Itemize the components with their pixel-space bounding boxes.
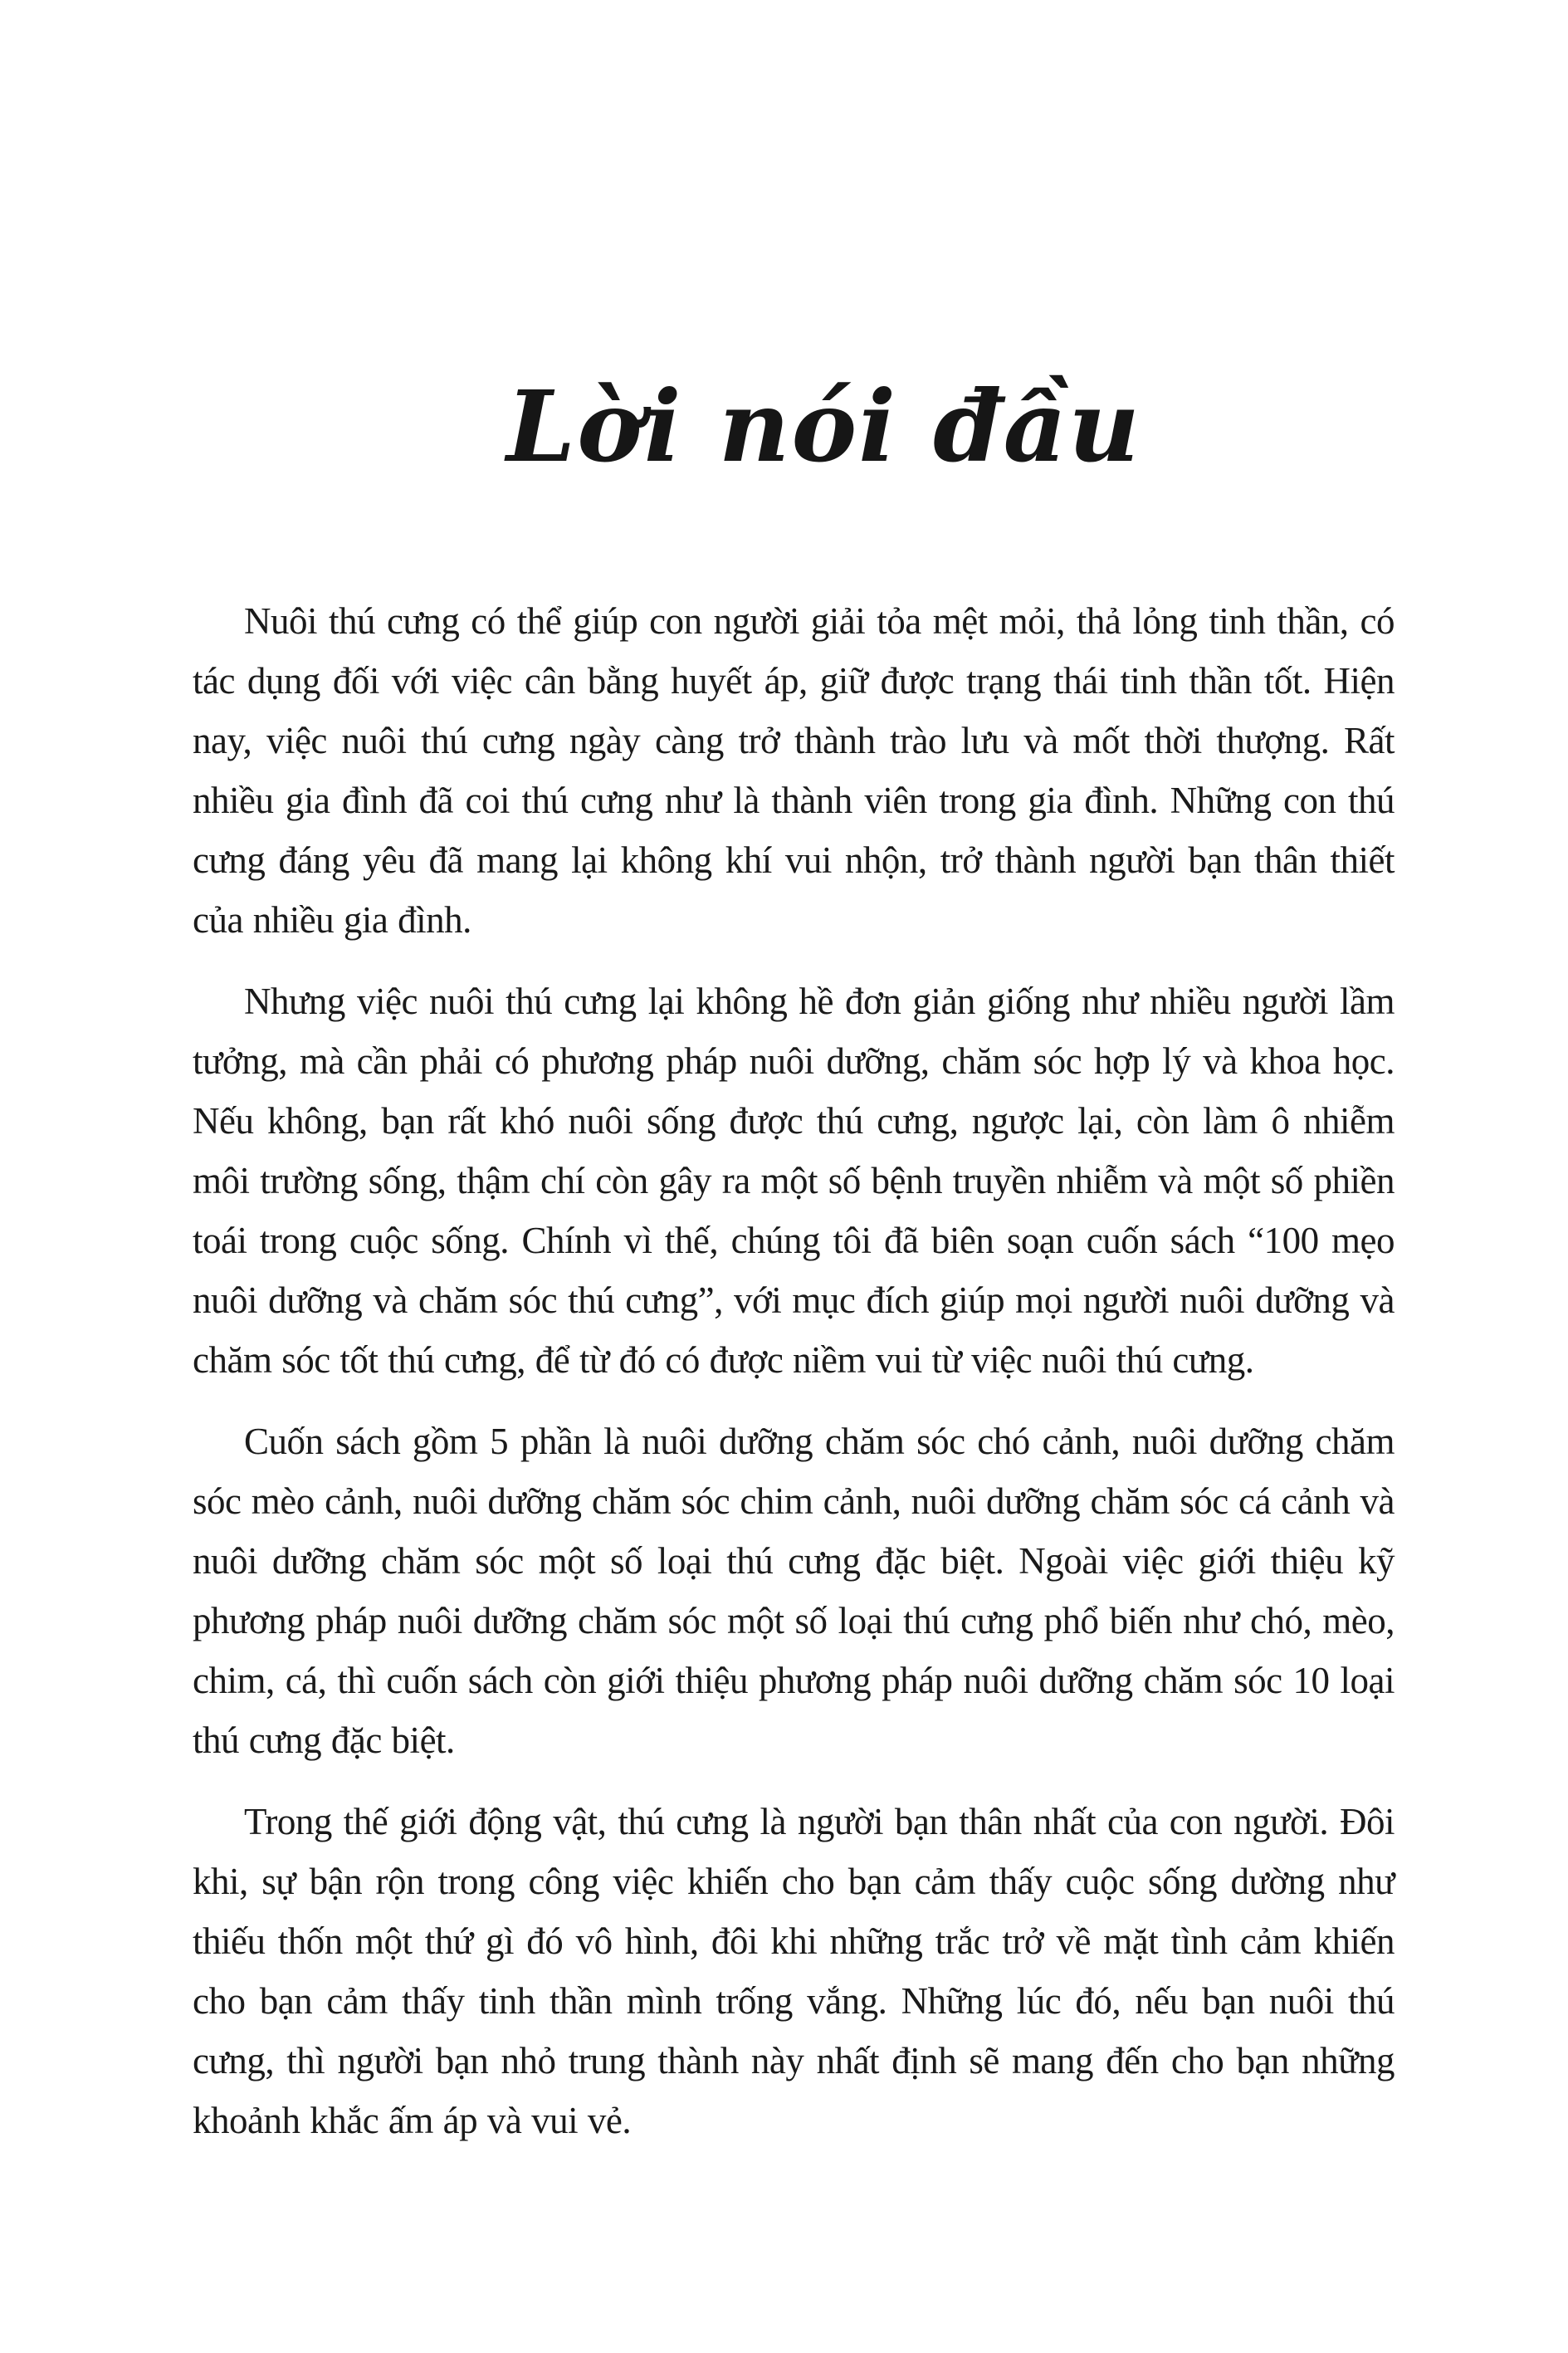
paragraph-1: Nuôi thú cưng có thể giúp con người giải tỏa mệt mỏi, thả lỏng tinh thần, có tác dụng đối với việc cân bằng huyết áp, giữ được trạng thái tinh thần tốt. Hiện nay, việc nuôi thú cưng ngày càng trở thành trào lưu và mốt thời thượng. Rất nhiều gia đình đã coi thú cưng như là thành viên trong gia đình. Những con thú cưng đáng yêu đã mang lại không khí vui nhộn, trở thành người bạn thân thiết của nhiều gia đình. <box>193 600 1395 941</box>
preface-body <box>193 591 1395 2150</box>
page-title: Lời nói đầu <box>506 369 1141 484</box>
paragraph-2: Nhưng việc nuôi thú cưng lại không hề đơn giản giống như nhiều người lầm tưởng, mà cần phải có phương pháp nuôi dưỡng, chăm sóc hợp lý và khoa học. Nếu không, bạn rất khó nuôi sống được thú cưng, ngược lại, còn làm ô nhiễm môi trường sống, thậm chí còn gây ra một số bệnh truyền nhiễm và một số phiền toái trong cuộc sống. Chính vì thế, chúng tôi đã biên soạn cuốn sách “100 mẹo nuôi dưỡng và chăm sóc thú cưng”, với mục đích giúp mọi người nuôi dưỡng và chăm sóc tốt thú cưng, để từ đó có được niềm vui từ việc nuôi thú cưng. <box>193 981 1395 1381</box>
paragraph-3: Cuốn sách gồm 5 phần là nuôi dưỡng chăm sóc chó cảnh, nuôi dưỡng chăm sóc mèo cảnh, nuôi dưỡng chăm sóc chim cảnh, nuôi dưỡng chăm sóc cá cảnh và nuôi dưỡng chăm sóc một số loại thú cưng đặc biệt. Ngoài việc giới thiệu kỹ phương pháp nuôi dưỡng chăm sóc một số loại thú cưng phổ biến như chó, mèo, chim, cá, thì cuốn sách còn giới thiệu phương pháp nuôi dưỡng chăm sóc 10 loại thú cưng đặc biệt. <box>193 1421 1395 1761</box>
paragraph-4: Trong thế giới động vật, thú cưng là người bạn thân nhất của con người. Đôi khi, sự bận rộn trong công việc khiến cho bạn cảm thấy cuộc sống dường như thiếu thốn một thứ gì đó vô hình, đôi khi những trắc trở về mặt tình cảm khiến cho bạn cảm thấy tinh thần mình trống vắng. Những lúc đó, nếu bạn nuôi thú cưng, thì người bạn nhỏ trung thành này nhất định sẽ mang đến cho bạn những khoảnh khắc ấm áp và vui vẻ. <box>193 1801 1395 2141</box>
